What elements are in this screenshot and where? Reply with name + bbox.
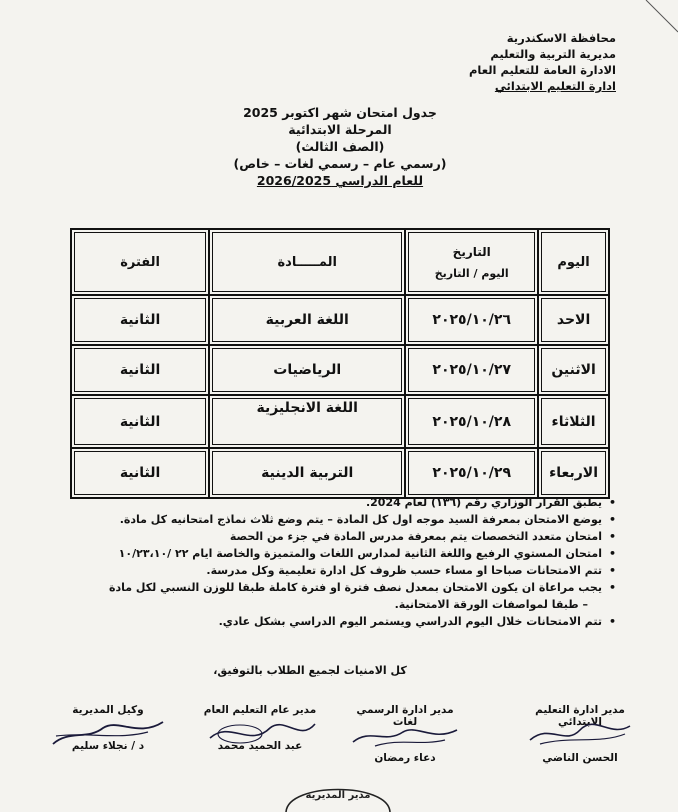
handwritten-signature-icon	[345, 718, 465, 748]
cell-date: ٢٠٢٥/١٠/٢٨	[405, 395, 538, 448]
letterhead	[356, 30, 616, 94]
closing-wishes: كل الامنيات لجميع الطلاب بالتوفيق،	[213, 664, 407, 677]
header-date-subtitle: اليوم / التاريخ	[434, 266, 509, 280]
signature-role: مدير عام التعليم العام	[203, 704, 317, 716]
signature-general-director	[200, 704, 320, 752]
cell-period: الثانية	[71, 448, 209, 498]
general-admin-line: الادارة العامة للتعليم العام	[468, 63, 616, 77]
table-row	[71, 295, 609, 345]
signature-name: د / نجلاء سليم	[71, 740, 145, 752]
note-item: • تتم الامتحانات خلال اليوم الدراسي ويستمر اليوم الدراسي بشكل عادي.	[60, 613, 616, 630]
signature-languages-director	[345, 704, 465, 764]
cell-date: ٢٠٢٥/١٠/٢٧	[405, 345, 538, 395]
signature-role: مدير ادارة التعليم الابتدائي	[535, 704, 625, 728]
note-item: • امتحان متعدد التخصصات يتم بمعرفة مدرس المادة في جزء من الحصة	[60, 528, 616, 545]
cell-day: الاحد	[538, 295, 609, 345]
department-line: ادارة التعليم الابتدائي	[494, 79, 616, 93]
table-row	[71, 345, 609, 395]
note-item: • يجب مراعاة ان يكون الامتحان بمعدل نصف فترة او فترة كاملة طبقا للوزن النسبي لكل مادة	[60, 579, 616, 596]
cell-period: الثانية	[71, 295, 209, 345]
cell-date: ٢٠٢٥/١٠/٢٩	[405, 448, 538, 498]
signature-role: مدير ادارة الرسمي لغات	[356, 704, 454, 728]
handwritten-signature-icon	[200, 718, 320, 748]
note-item: • يطبق القرار الوزاري رقم (١٣٦) لعام 2024.	[60, 494, 616, 511]
cell-subject: اللغة الانجليزية	[209, 395, 405, 448]
note-item-continuation: – طبقا لمواصفات الورقة الامتحانية.	[394, 598, 588, 611]
cell-subject: اللغة العربية	[209, 295, 405, 345]
note-item: • تتم الامتحانات صباحا او مساء حسب ظروف كل ادارة تعليمية وكل مدرسة.	[60, 562, 616, 579]
governorate-line: محافظة الاسكندرية	[506, 31, 616, 45]
cell-subject: الرياضيات	[209, 345, 405, 395]
cell-day: الثلاثاء	[538, 395, 609, 448]
signature-deputy	[48, 704, 168, 752]
cell-day: الاثنين	[538, 345, 609, 395]
directorate-line: مديرية التربية والتعليم	[490, 47, 616, 61]
page-corner-fold	[638, 0, 678, 40]
cell-subject: التربية الدينية	[209, 448, 405, 498]
handwritten-signature-icon	[520, 718, 640, 748]
signature-role: وكيل المديرية	[72, 704, 144, 716]
table-row	[71, 395, 609, 448]
document-title	[190, 104, 490, 189]
cell-date: ٢٠٢٥/١٠/٢٦	[405, 295, 538, 345]
directorate-stamp-icon	[278, 772, 398, 812]
cell-period: الثانية	[71, 345, 209, 395]
title-line-5: للعام الدراسي 2026/2025	[256, 173, 424, 188]
signature-name: عبد الحميد محمد	[217, 740, 303, 752]
title-line-2: المرحلة الابتدائية	[288, 122, 392, 137]
header-date	[405, 229, 538, 295]
cell-day: الاربعاء	[538, 448, 609, 498]
title-line-1: جدول امتحان شهر اكتوبر 2025	[243, 105, 437, 120]
handwritten-signature-icon	[48, 718, 168, 748]
title-line-3: (الصف الثالث)	[295, 139, 385, 154]
signature-primary-director	[520, 704, 640, 764]
table-row	[71, 448, 609, 498]
notes-list	[60, 494, 616, 630]
signature-name: دعاء رمضان	[374, 752, 436, 764]
note-item: • امتحان المستوي الرفيع واللغة الثانية لمدارس اللغات والمتميزة والخاصة ايام ٢٢ /١٠/٢٣،١٠	[60, 545, 616, 562]
table-header-row	[71, 229, 609, 295]
cell-period: الثانية	[71, 395, 209, 448]
signature-name: الحسن الناضي	[542, 752, 618, 764]
note-item: • يوضع الامتحان بمعرفة السيد موجه اول كل المادة – يتم وضع ثلاث نماذج امتحانيه كل مادة.	[60, 511, 616, 528]
stamp-text: مدير المديرية	[305, 790, 371, 801]
header-period: الفترة	[71, 229, 209, 295]
header-date-title: التاريخ	[452, 244, 491, 259]
title-line-4: (رسمي عام – رسمي لغات – خاص)	[233, 156, 447, 171]
header-day: اليوم	[538, 229, 609, 295]
exam-schedule-table	[70, 228, 610, 499]
header-subject: المـــــادة	[209, 229, 405, 295]
